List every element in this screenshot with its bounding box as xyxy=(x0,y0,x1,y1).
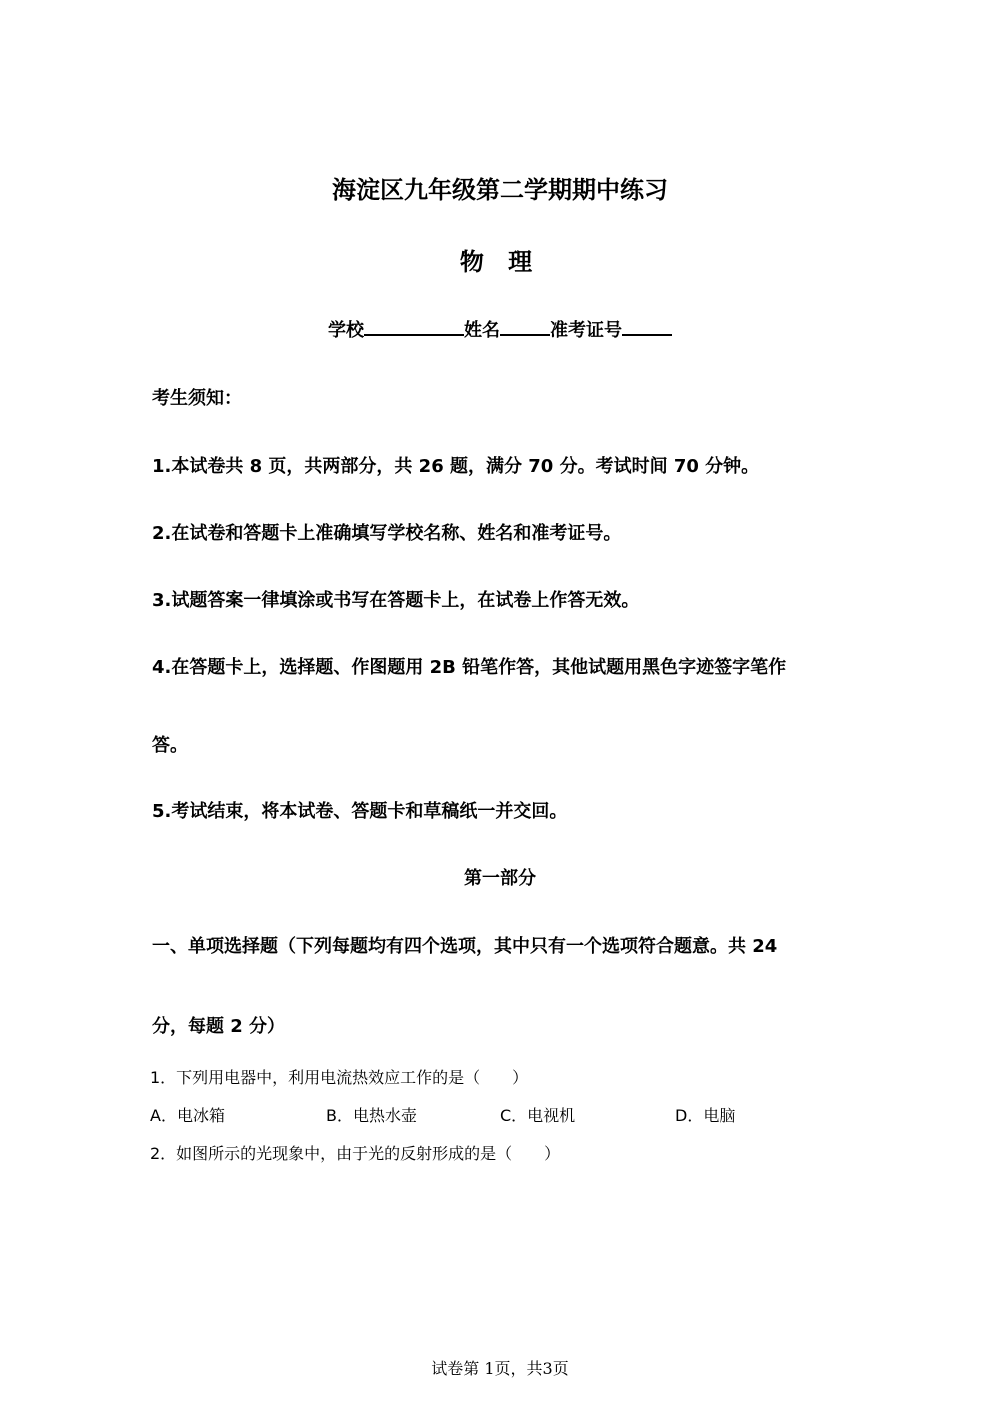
part-title: 第一部分 xyxy=(464,868,536,889)
option-c: C．电视机 xyxy=(500,1106,576,1125)
page-footer: 试卷第 1页，共3页 xyxy=(431,1359,569,1378)
notice-item: 1.本试卷共 8 页，共两部分，共 26 题，满分 70 分。考试时间 70 分钟。 xyxy=(152,456,760,477)
question-stem: 1．下列用电器中，利用电流热效应工作的是（ ） xyxy=(150,1068,529,1087)
option-d: D．电脑 xyxy=(675,1106,736,1125)
section-heading: 一、单项选择题（下列每题均有四个选项，其中只有一个选项符合题意。共 24 xyxy=(152,936,778,957)
notice-item: 4.在答题卡上，选择题、作图题用 2B 铅笔作答，其他试题用黑色字迹签字笔作 xyxy=(152,657,787,678)
student-info-line xyxy=(0,316,1000,342)
question-stem: 2．如图所示的光现象中，由于光的反射形成的是（ ） xyxy=(150,1144,561,1163)
exam-id-label: 准考证号 xyxy=(550,320,622,341)
name-label: 姓名 xyxy=(464,320,500,341)
notice-item: 2.在试卷和答题卡上准确填写学校名称、姓名和准考证号。 xyxy=(152,523,622,544)
notice-item: 5.考试结束，将本试卷、答题卡和草稿纸一并交回。 xyxy=(152,801,568,822)
notice-heading: 考生须知： xyxy=(152,388,242,409)
notice-item-continued: 答。 xyxy=(152,735,188,756)
school-label: 学校 xyxy=(328,320,364,341)
section-heading-continued: 分，每题 2 分） xyxy=(152,1016,286,1037)
option-b: B．电热水壶 xyxy=(326,1106,417,1125)
notice-item: 3.试题答案一律填涂或书写在答题卡上，在试卷上作答无效。 xyxy=(152,590,640,611)
exam-id-blank xyxy=(622,316,672,336)
option-a: A．电冰箱 xyxy=(150,1106,225,1125)
name-blank xyxy=(500,316,550,336)
subject-title: 物 理 xyxy=(459,248,541,276)
school-blank xyxy=(364,316,464,336)
exam-title: 海淀区九年级第二学期期中练习 xyxy=(332,176,668,204)
